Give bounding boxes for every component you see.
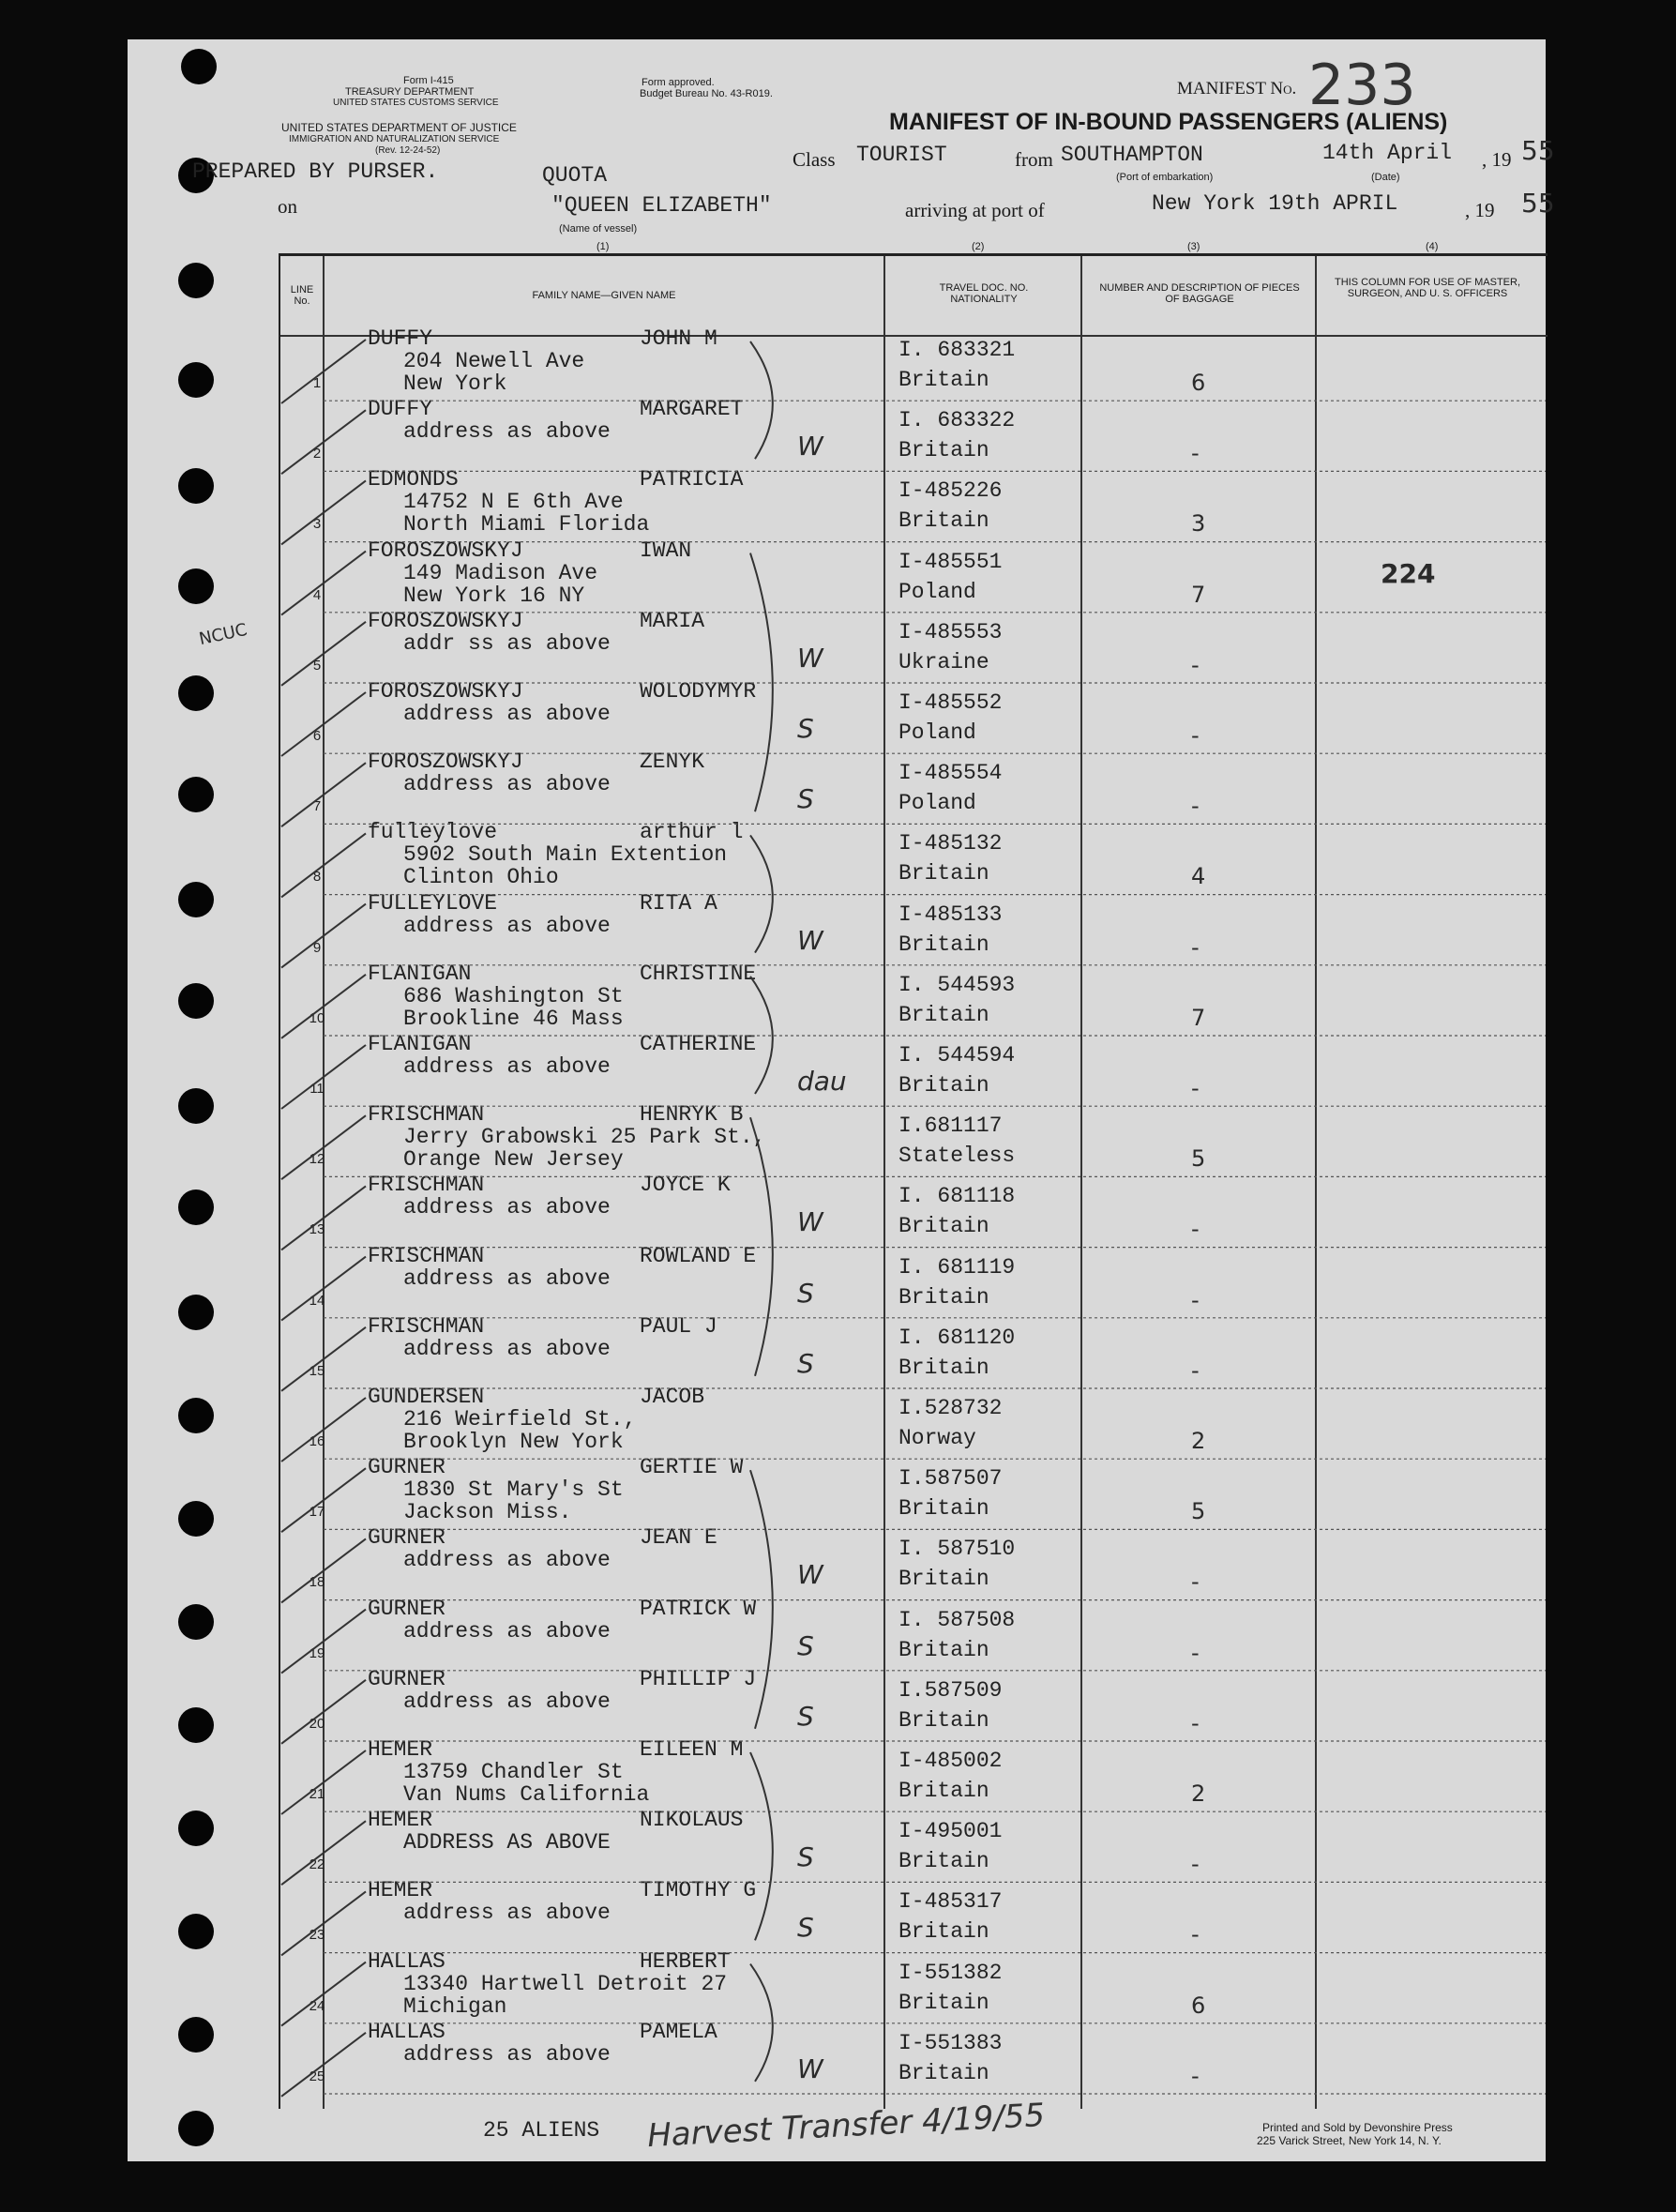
- row-travel-doc: I.528732: [898, 1396, 1003, 1420]
- customs-service: UNITED STATES CUSTOMS SERVICE: [333, 98, 499, 108]
- row-mark: W: [797, 431, 823, 462]
- row-given-name: HENRYK B: [640, 1102, 744, 1128]
- row-baggage: -: [1191, 1075, 1200, 1101]
- check-tick-mark: [281, 2033, 366, 2097]
- col4-num: (4): [1426, 241, 1439, 252]
- row-line-number: 4: [312, 586, 322, 603]
- row-family-name: FOROSZOWSKYJ: [368, 750, 523, 775]
- check-tick-mark: [281, 1398, 366, 1462]
- row-travel-doc: I.681117: [898, 1114, 1003, 1139]
- row-address-1: address as above: [403, 1618, 611, 1644]
- row-family-name: FULLEYLOVE: [368, 890, 498, 916]
- row-travel-doc: I-485554: [898, 761, 1003, 786]
- row-address-2: Jackson Miss.: [403, 1500, 572, 1525]
- row-baggage: 3: [1191, 510, 1206, 538]
- row-travel-doc: I-485553: [898, 619, 1003, 644]
- row-address-1: address as above: [403, 419, 611, 445]
- row-given-name: PHILLIP J: [640, 1666, 757, 1691]
- col-header-officers: THIS COLUMN FOR USE OF MASTER, SURGEON, AND U. S. OFFICERS: [1334, 277, 1520, 299]
- row-travel-doc: I-485226: [898, 478, 1003, 504]
- check-tick-mark: [281, 1327, 366, 1391]
- date-caption: (Date): [1371, 172, 1400, 183]
- row-travel-doc: I.587507: [898, 1466, 1003, 1492]
- row-baggage: -: [1191, 1851, 1200, 1878]
- row-address-1: address as above: [403, 1195, 611, 1220]
- row-given-name: ZENYK: [640, 750, 705, 775]
- row-travel-doc: I. 683322: [898, 408, 1016, 433]
- col-header-name: FAMILY NAME—GIVEN NAME: [532, 290, 676, 301]
- printer-line-2: 225 Varick Street, New York 14, N. Y.: [1257, 2134, 1442, 2147]
- row-nationality: Poland: [898, 579, 976, 604]
- row-nationality: Britain: [898, 1073, 989, 1098]
- row-travel-doc: I-485552: [898, 690, 1003, 715]
- row-baggage: -: [1191, 2062, 1200, 2089]
- row-nationality: Britain: [898, 1284, 989, 1310]
- printer-line-1: Printed and Sold by Devonshire Press: [1262, 2121, 1453, 2134]
- row-address-1: address as above: [403, 772, 611, 797]
- row-line-number: 5: [312, 657, 322, 674]
- row-address-1: addr ss as above: [403, 630, 611, 656]
- check-tick-mark: [281, 833, 366, 897]
- row-address-1: address as above: [403, 1548, 611, 1573]
- row-line-number: 2: [312, 446, 322, 462]
- row-nationality: Britain: [898, 1002, 989, 1027]
- check-tick-mark: [281, 1610, 366, 1674]
- year-prefix: , 19: [1482, 148, 1512, 171]
- row-nationality: Britain: [898, 861, 989, 886]
- check-tick-mark: [281, 1045, 366, 1109]
- row-mark: dau: [797, 1066, 847, 1097]
- row-given-name: EILEEN M: [640, 1737, 744, 1762]
- check-tick-mark: [281, 1750, 366, 1814]
- row-mark: W: [797, 924, 823, 956]
- row-given-name: PATRICK W: [640, 1596, 757, 1621]
- row-mark: S: [797, 713, 814, 744]
- row-travel-doc: I-485317: [898, 1889, 1003, 1915]
- row-mark: S: [797, 1700, 814, 1732]
- row-address-1: 216 Weirfield St.,: [403, 1407, 637, 1432]
- row-baggage: 7: [1191, 581, 1206, 608]
- row-line-number: 7: [312, 798, 322, 815]
- row-line-number: 10: [309, 1009, 325, 1026]
- check-tick-mark: [281, 904, 366, 968]
- check-tick-mark: [281, 763, 366, 826]
- row-mark: W: [797, 1206, 823, 1238]
- row-line-number: 13: [309, 1221, 325, 1238]
- row-address-2: Clinton Ohio: [403, 865, 559, 890]
- row-family-name: HALLAS: [368, 2019, 445, 2044]
- from-label: from: [1015, 148, 1053, 171]
- check-tick-mark: [281, 1538, 366, 1602]
- row-baggage: -: [1191, 1356, 1200, 1384]
- col-header-line-no: LINE No.: [290, 284, 314, 307]
- check-tick-mark: [281, 340, 366, 403]
- check-tick-mark: [281, 1186, 366, 1250]
- row-baggage: -: [1191, 1709, 1200, 1736]
- row-given-name: MARGARET: [640, 397, 744, 422]
- row-family-name: FRISCHMAN: [368, 1102, 485, 1128]
- row-given-name: arthur l: [640, 820, 744, 845]
- row-nationality: Britain: [898, 438, 989, 463]
- row-given-name: PAUL J: [640, 1313, 717, 1339]
- row-travel-doc: I. 681120: [898, 1325, 1016, 1350]
- row-baggage: -: [1191, 1921, 1200, 1948]
- class-value: TOURIST: [856, 143, 947, 167]
- row-nationality: Britain: [898, 1849, 989, 1874]
- manifest-number: 233: [1308, 53, 1416, 118]
- col2-num: (2): [972, 241, 985, 252]
- col3-num: (3): [1187, 241, 1200, 252]
- row-family-name: GURNER: [368, 1525, 445, 1551]
- col-header-baggage: NUMBER AND DESCRIPTION OF PIECES OF BAGGAGE: [1099, 282, 1300, 305]
- check-tick-mark: [281, 1891, 366, 1955]
- row-mark: W: [797, 642, 823, 674]
- row-baggage: -: [1191, 1286, 1200, 1313]
- total-aliens: 25 ALIENS: [483, 2118, 600, 2143]
- row-baggage: -: [1191, 1568, 1200, 1596]
- row-family-name: fulleylove: [368, 820, 498, 845]
- row-nationality: Britain: [898, 1637, 989, 1662]
- row-address-1: ADDRESS AS ABOVE: [403, 1830, 611, 1856]
- row-travel-doc: I-485551: [898, 549, 1003, 574]
- row-nationality: Poland: [898, 791, 976, 816]
- date-value: 14th April: [1322, 141, 1453, 165]
- row-travel-doc: I. 681119: [898, 1254, 1016, 1280]
- row-given-name: PATRICIA: [640, 467, 744, 492]
- row-address-1: 14752 N E 6th Ave: [403, 490, 624, 515]
- row-line-number: 11: [310, 1081, 325, 1097]
- row-given-name: JEAN E: [640, 1525, 717, 1551]
- row-address-2: Brookline 46 Mass: [403, 1006, 624, 1031]
- row-travel-doc: I-485133: [898, 901, 1003, 927]
- row-given-name: JACOB: [640, 1385, 705, 1409]
- row-family-name: GURNER: [368, 1596, 445, 1621]
- manifest-title: MANIFEST OF IN-BOUND PASSENGERS (ALIENS): [889, 109, 1448, 135]
- row-nationality: Stateless: [898, 1144, 1016, 1169]
- row-nationality: Britain: [898, 508, 989, 534]
- check-tick-mark: [281, 1468, 366, 1532]
- row-family-name: GUNDERSEN: [368, 1385, 485, 1409]
- col1-num: (1): [596, 241, 610, 252]
- row-family-name: HEMER: [368, 1878, 433, 1903]
- row-line-number: 25: [309, 2068, 325, 2084]
- quota-label: QUOTA: [542, 163, 608, 188]
- class-label: Class: [793, 148, 836, 171]
- row-line-number: 20: [309, 1715, 325, 1732]
- vessel-value: "QUEEN ELIZABETH": [551, 193, 772, 218]
- row-line-number: 9: [312, 939, 322, 956]
- row-baggage: -: [1191, 1216, 1200, 1243]
- margin-note: NCUC: [197, 619, 249, 650]
- row-address-1: 1830 St Mary's St: [403, 1477, 624, 1503]
- row-address-1: Jerry Grabowski 25 Park St.,: [403, 1125, 766, 1150]
- row-given-name: NIKOLAUS: [640, 1808, 744, 1833]
- row-baggage: 2: [1191, 1428, 1206, 1454]
- row-address-1: 5902 South Main Extention: [403, 842, 728, 868]
- row-travel-doc: I. 587510: [898, 1537, 1016, 1562]
- row-family-name: FRISCHMAN: [368, 1313, 485, 1339]
- check-tick-mark: [281, 692, 366, 756]
- row-address-2: New York 16 NY: [403, 583, 585, 608]
- row-baggage: 2: [1191, 1780, 1206, 1807]
- row-family-name: FLANIGAN: [368, 1032, 472, 1056]
- row-address-1: 686 Washington St: [403, 983, 624, 1008]
- row-address-2: Brooklyn New York: [403, 1430, 624, 1454]
- row-family-name: HALLAS: [368, 1948, 445, 1974]
- row-given-name: CHRISTINE: [640, 961, 757, 986]
- row-baggage: 6: [1191, 370, 1206, 396]
- row-baggage: -: [1191, 1639, 1200, 1666]
- row-nationality: Norway: [898, 1426, 976, 1450]
- manifest-no-label: MANIFEST No.: [1177, 79, 1297, 98]
- row-family-name: FOROSZOWSKYJ: [368, 679, 523, 704]
- family-bracket-mark: [750, 1752, 773, 1940]
- check-tick-mark: [281, 622, 366, 686]
- row-line-number: 12: [309, 1151, 325, 1168]
- row-baggage: -: [1191, 722, 1200, 749]
- row-family-name: DUFFY: [368, 397, 433, 422]
- row-travel-doc: I. 544594: [898, 1043, 1016, 1068]
- arriving-year: 55: [1521, 188, 1555, 219]
- row-line-number: 17: [309, 1504, 325, 1521]
- row-line-number: 16: [309, 1433, 325, 1449]
- row-address-1: address as above: [403, 913, 611, 938]
- row-travel-doc: I-551383: [898, 2030, 1003, 2055]
- row-given-name: RITA A: [640, 890, 717, 916]
- row-nationality: Britain: [898, 1990, 989, 2015]
- row-nationality: Ukraine: [898, 649, 989, 674]
- row-given-name: PAMELA: [640, 2019, 717, 2044]
- row-line-number: 19: [309, 1644, 325, 1661]
- arriving-label: arriving at port of: [905, 199, 1045, 221]
- row-address-1: address as above: [403, 702, 611, 726]
- row-address-1: address as above: [403, 1689, 611, 1714]
- row-given-name: HERBERT: [640, 1948, 731, 1974]
- row-travel-doc: I. 544593: [898, 972, 1016, 997]
- row-family-name: FRISCHMAN: [368, 1243, 485, 1268]
- check-tick-mark: [281, 1680, 366, 1744]
- row-address-1: address as above: [403, 1054, 611, 1079]
- row-travel-doc: I. 587508: [898, 1607, 1016, 1632]
- row-baggage: 5: [1191, 1145, 1206, 1173]
- form-rev: (Rev. 12-24-52): [375, 145, 441, 156]
- row-address-1: 13340 Hartwell Detroit 27: [403, 1971, 728, 1996]
- row-given-name: JOYCE K: [640, 1173, 731, 1198]
- row-travel-doc: I-495001: [898, 1819, 1003, 1844]
- row-nationality: Britain: [898, 1567, 989, 1592]
- row-family-name: HEMER: [368, 1737, 433, 1762]
- row-family-name: FOROSZOWSKYJ: [368, 608, 523, 633]
- row-baggage: 4: [1191, 863, 1206, 890]
- row-address-1: address as above: [403, 1336, 611, 1361]
- row-address-1: 149 Madison Ave: [403, 560, 598, 585]
- row-line-number: 8: [312, 869, 322, 886]
- check-tick-mark: [281, 1115, 366, 1179]
- row-baggage: -: [1191, 793, 1200, 820]
- row-address-1: 13759 Chandler St: [403, 1760, 624, 1784]
- row-address-1: address as above: [403, 1265, 611, 1291]
- prepared-by: PREPARED BY PURSER.: [192, 159, 439, 184]
- from-value: SOUTHAMPTON: [1061, 143, 1203, 167]
- row-nationality: Britain: [898, 1707, 989, 1733]
- row-family-name: FRISCHMAN: [368, 1173, 485, 1198]
- port-caption: (Port of embarkation): [1116, 172, 1214, 183]
- row-travel-doc: I. 683321: [898, 338, 1016, 362]
- check-tick-mark: [281, 552, 366, 615]
- row-mark: S: [797, 1912, 814, 1944]
- row-given-name: TIMOTHY G: [640, 1878, 757, 1903]
- row-family-name: FLANIGAN: [368, 961, 472, 986]
- row-travel-doc: I. 681118: [898, 1184, 1016, 1209]
- row-nationality: Britain: [898, 1779, 989, 1803]
- row-nationality: Britain: [898, 932, 989, 957]
- budget-bureau: Budget Bureau No. 43-R019.: [640, 88, 773, 99]
- row-baggage: -: [1191, 651, 1200, 678]
- row-line-number: 22: [309, 1856, 325, 1873]
- row-line-number: 24: [309, 1997, 325, 2014]
- year-value: 55: [1521, 135, 1555, 166]
- row-line-number: 23: [309, 1927, 325, 1944]
- row-family-name: GURNER: [368, 1455, 445, 1480]
- check-tick-mark: [281, 975, 366, 1038]
- row-family-name: EDMONDS: [368, 467, 459, 492]
- row-address-2: Van Nums California: [403, 1782, 650, 1807]
- row-travel-doc: I-485132: [898, 831, 1003, 856]
- row-address-2: North Miami Florida: [403, 512, 650, 538]
- row-given-name: ROWLAND E: [640, 1243, 757, 1268]
- row-nationality: Poland: [898, 720, 976, 745]
- row-line-number: 15: [309, 1362, 325, 1379]
- on-label: on: [278, 195, 297, 218]
- signature: Harvest Transfer 4/19/55: [646, 2096, 1046, 2156]
- check-tick-mark: [281, 1962, 366, 2026]
- row-nationality: Britain: [898, 368, 989, 392]
- row-travel-doc: I.587509: [898, 1677, 1003, 1703]
- row-family-name: DUFFY: [368, 326, 433, 351]
- arriving-value: New York 19th APRIL: [1152, 191, 1398, 216]
- row-travel-doc: I-485002: [898, 1749, 1003, 1773]
- justice-dept: UNITED STATES DEPARTMENT OF JUSTICE: [281, 121, 517, 134]
- row-nationality: Britain: [898, 1214, 989, 1239]
- check-tick-mark: [281, 1257, 366, 1321]
- col-header-travel-doc: TRAVEL DOC. NO. NATIONALITY: [939, 282, 1029, 305]
- row-address-2: Michigan: [403, 1993, 507, 2019]
- form-id: Form I-415: [403, 75, 454, 86]
- check-tick-mark: [281, 410, 366, 474]
- row-address-2: New York: [403, 371, 507, 396]
- row-line-number: 21: [309, 1786, 325, 1802]
- row-address-1: address as above: [403, 2041, 611, 2067]
- row-line-number: 1: [312, 375, 322, 391]
- arriving-year-prefix: , 19: [1465, 199, 1495, 221]
- officer-number: 224: [1381, 558, 1436, 589]
- row-family-name: FOROSZOWSKYJ: [368, 538, 523, 563]
- row-nationality: Britain: [898, 1496, 989, 1522]
- row-baggage: -: [1191, 440, 1200, 467]
- row-family-name: GURNER: [368, 1666, 445, 1691]
- row-mark: W: [797, 2053, 823, 2084]
- row-baggage: 5: [1191, 1498, 1206, 1525]
- row-nationality: Britain: [898, 1919, 989, 1945]
- row-mark: W: [797, 1559, 823, 1591]
- vessel-caption: (Name of vessel): [559, 223, 638, 235]
- row-line-number: 18: [309, 1574, 325, 1591]
- check-tick-mark: [281, 480, 366, 544]
- row-mark: S: [797, 1629, 814, 1661]
- row-baggage: 7: [1191, 1004, 1206, 1031]
- row-address-1: 204 Newell Ave: [403, 349, 585, 373]
- row-baggage: 6: [1191, 1992, 1206, 2019]
- row-mark: S: [797, 1841, 814, 1873]
- row-given-name: CATHERINE: [640, 1032, 757, 1056]
- row-nationality: Britain: [898, 1355, 989, 1380]
- row-address-2: Orange New Jersey: [403, 1147, 624, 1173]
- row-address-1: address as above: [403, 1901, 611, 1926]
- immigration-service: IMMIGRATION AND NATURALIZATION SERVICE: [289, 134, 500, 144]
- row-line-number: 14: [309, 1292, 325, 1309]
- form-approved: Form approved.: [642, 77, 715, 88]
- row-given-name: JOHN M: [640, 326, 717, 351]
- check-tick-mark: [281, 1821, 366, 1885]
- row-given-name: GERTIE W: [640, 1455, 744, 1480]
- row-given-name: MARIA: [640, 608, 705, 633]
- row-given-name: WOLODYMYR: [640, 679, 757, 704]
- treasury-dept: TREASURY DEPARTMENT: [345, 86, 475, 98]
- row-baggage: -: [1191, 933, 1200, 961]
- row-mark: S: [797, 1347, 814, 1379]
- row-line-number: 3: [312, 516, 322, 533]
- row-family-name: HEMER: [368, 1808, 433, 1833]
- row-travel-doc: I-551382: [898, 1960, 1003, 1985]
- row-mark: S: [797, 1277, 814, 1309]
- row-line-number: 6: [312, 728, 322, 744]
- row-given-name: IWAN: [640, 538, 692, 563]
- row-mark: S: [797, 783, 814, 815]
- row-nationality: Britain: [898, 2060, 989, 2085]
